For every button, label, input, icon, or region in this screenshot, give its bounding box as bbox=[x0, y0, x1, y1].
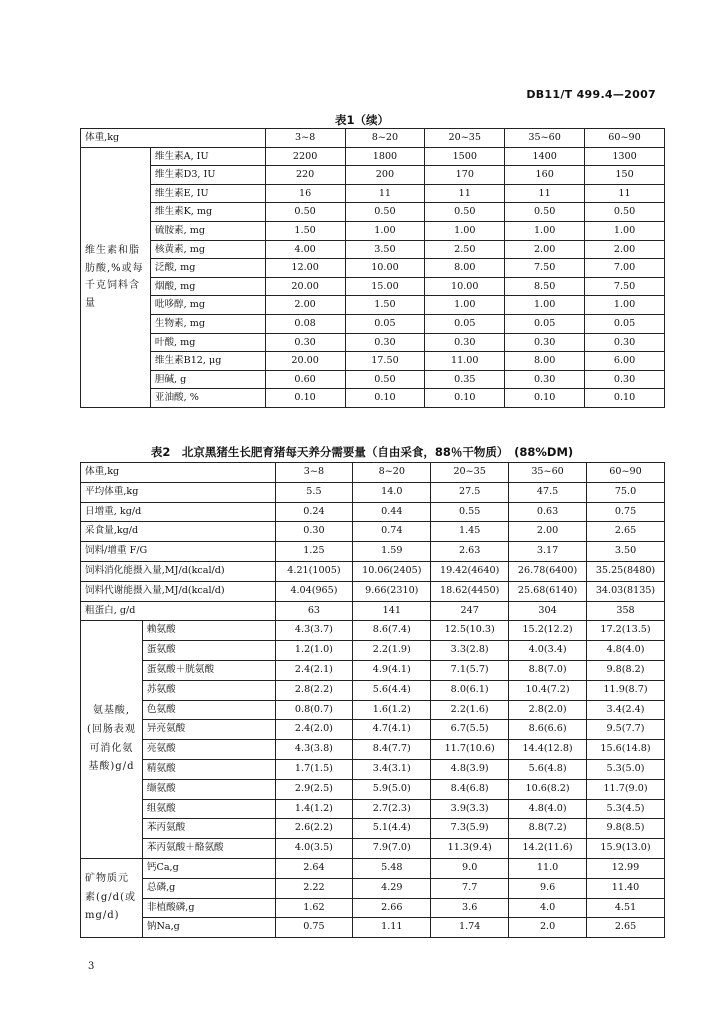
table-cell: 8.4(6.8) bbox=[431, 779, 509, 799]
table-row bbox=[81, 259, 665, 278]
table-cell: 6.00 bbox=[585, 352, 665, 371]
table-cell: 4.3(3.8) bbox=[275, 740, 353, 760]
table-cell: 4.8(3.9) bbox=[431, 759, 509, 779]
row-label: 维生素A, IU bbox=[150, 147, 265, 166]
table-row bbox=[81, 700, 665, 720]
table-cell: 247 bbox=[431, 601, 509, 621]
table-cell: 4.8(4.0) bbox=[587, 641, 665, 661]
table-cell: 3.9(3.3) bbox=[431, 799, 509, 819]
table-row bbox=[81, 482, 665, 502]
row-label: 烟酸, mg bbox=[150, 277, 265, 296]
table-cell: 0.05 bbox=[505, 314, 585, 333]
table-row bbox=[81, 370, 665, 389]
table-cell: 220 bbox=[265, 166, 345, 185]
table-cell: 7.7 bbox=[431, 878, 509, 898]
row-label: 非植酸磷,g bbox=[142, 898, 275, 918]
table-row bbox=[81, 759, 665, 779]
table-cell: 1.4(1.2) bbox=[275, 799, 353, 819]
table-cell: 2.00 bbox=[585, 240, 665, 259]
weight-header: 体重,kg bbox=[81, 129, 266, 148]
column-header: 20~35 bbox=[425, 129, 505, 148]
table2-title: 表2 北京黑猪生长肥育猪每天养分需要量（自由采食，88％干物质） (88%DM) bbox=[150, 445, 574, 459]
table-cell: 2.00 bbox=[509, 522, 587, 542]
table-row bbox=[81, 147, 665, 166]
table-cell: 8.6(7.4) bbox=[353, 621, 431, 641]
table-cell: 0.10 bbox=[585, 389, 665, 408]
table-cell: 3.3(2.8) bbox=[431, 641, 509, 661]
table-cell: 1.62 bbox=[275, 898, 353, 918]
table-cell: 25.68(6140) bbox=[509, 581, 587, 601]
table-cell: 4.8(4.0) bbox=[509, 799, 587, 819]
table-cell: 7.3(5.9) bbox=[431, 819, 509, 839]
table-cell: 9.66(2310) bbox=[353, 581, 431, 601]
row-label: 精氨酸 bbox=[142, 759, 275, 779]
table-cell: 20.00 bbox=[265, 352, 345, 371]
table-cell: 34.03(8135) bbox=[587, 581, 665, 601]
table-cell: 0.35 bbox=[425, 370, 505, 389]
table-row bbox=[81, 277, 665, 296]
table-cell: 1.2(1.0) bbox=[275, 641, 353, 661]
table-cell: 15.2(12.2) bbox=[509, 621, 587, 641]
row-label: 饲料代谢能摄入量,MJ/d(kcal/d) bbox=[81, 581, 276, 601]
table-cell: 1.74 bbox=[431, 918, 509, 938]
table1-title: 表1（续） bbox=[334, 113, 389, 127]
table-row bbox=[81, 240, 665, 259]
table-cell: 4.0(3.5) bbox=[275, 839, 353, 859]
table-cell: 12.99 bbox=[587, 858, 665, 878]
table-cell: 2.7(2.3) bbox=[353, 799, 431, 819]
row-label: 叶酸, mg bbox=[150, 333, 265, 352]
table-row bbox=[81, 522, 665, 542]
row-label: 亮氨酸 bbox=[142, 740, 275, 760]
row-label: 维生素B12, μg bbox=[150, 352, 265, 371]
table-row bbox=[81, 581, 665, 601]
table-row bbox=[81, 720, 665, 740]
table-cell: 11.9(8.7) bbox=[587, 680, 665, 700]
table-cell: 26.78(6400) bbox=[509, 561, 587, 581]
row-label: 采食量,kg/d bbox=[81, 522, 276, 542]
table-cell: 8.6(6.6) bbox=[509, 720, 587, 740]
table-cell: 2.8(2.0) bbox=[509, 700, 587, 720]
row-label: 维生素D3, IU bbox=[150, 166, 265, 185]
table-cell: 3.6 bbox=[431, 898, 509, 918]
table-cell: 0.8(0.7) bbox=[275, 700, 353, 720]
table-cell: 0.63 bbox=[509, 502, 587, 522]
table-cell: 141 bbox=[353, 601, 431, 621]
table-cell: 2.63 bbox=[431, 542, 509, 562]
table-cell: 358 bbox=[587, 601, 665, 621]
table-cell: 4.3(3.7) bbox=[275, 621, 353, 641]
row-label: 钠Na,g bbox=[142, 918, 275, 938]
table-cell: 4.0(3.4) bbox=[509, 641, 587, 661]
table-cell: 2.4(2.0) bbox=[275, 720, 353, 740]
column-header: 35~60 bbox=[509, 463, 587, 483]
table-row bbox=[81, 898, 665, 918]
table-cell: 11 bbox=[505, 184, 585, 203]
table-cell: 3.50 bbox=[587, 542, 665, 562]
table-cell: 8.00 bbox=[505, 352, 585, 371]
table-cell: 4.29 bbox=[353, 878, 431, 898]
table-cell: 304 bbox=[509, 601, 587, 621]
table-cell: 8.0(6.1) bbox=[431, 680, 509, 700]
table-cell: 1500 bbox=[425, 147, 505, 166]
table-cell: 1.00 bbox=[425, 296, 505, 315]
table-cell: 18.62(4450) bbox=[431, 581, 509, 601]
table-cell: 15.00 bbox=[345, 277, 425, 296]
row-label: 日增重, kg/d bbox=[81, 502, 276, 522]
table-cell: 1.50 bbox=[345, 296, 425, 315]
table-cell: 0.30 bbox=[585, 333, 665, 352]
row-label: 苯丙氨酸＋酪氨酸 bbox=[142, 839, 275, 859]
table-cell: 0.30 bbox=[425, 333, 505, 352]
table-row bbox=[81, 779, 665, 799]
column-header: 3~8 bbox=[265, 129, 345, 148]
table-cell: 0.10 bbox=[345, 389, 425, 408]
table-cell: 5.9(5.0) bbox=[353, 779, 431, 799]
table-cell: 20.00 bbox=[265, 277, 345, 296]
table-row bbox=[81, 561, 665, 581]
table-cell: 19.42(4640) bbox=[431, 561, 509, 581]
row-label: 维生素K, mg bbox=[150, 203, 265, 222]
table-cell: 1.00 bbox=[345, 221, 425, 240]
row-label: 平均体重,kg bbox=[81, 482, 276, 502]
table-cell: 1.6(1.2) bbox=[353, 700, 431, 720]
table-cell: 8.8(7.0) bbox=[509, 660, 587, 680]
table-cell: 1.59 bbox=[353, 542, 431, 562]
table-cell: 47.5 bbox=[509, 482, 587, 502]
column-header: 20~35 bbox=[431, 463, 509, 483]
column-header: 8~20 bbox=[353, 463, 431, 483]
table-cell: 1.45 bbox=[431, 522, 509, 542]
table-cell: 7.00 bbox=[585, 259, 665, 278]
table-cell: 12.00 bbox=[265, 259, 345, 278]
table-row bbox=[81, 660, 665, 680]
table-cell: 0.50 bbox=[505, 203, 585, 222]
table-cell: 11.0 bbox=[509, 858, 587, 878]
table-cell: 0.05 bbox=[425, 314, 505, 333]
table-cell: 0.30 bbox=[585, 370, 665, 389]
table-cell: 5.6(4.4) bbox=[353, 680, 431, 700]
table-cell: 1.00 bbox=[585, 296, 665, 315]
table-cell: 200 bbox=[345, 166, 425, 185]
table-cell: 5.3(4.5) bbox=[587, 799, 665, 819]
table-row bbox=[81, 352, 665, 371]
table-cell: 75.0 bbox=[587, 482, 665, 502]
table-cell: 15.9(13.0) bbox=[587, 839, 665, 859]
table-cell: 10.6(8.2) bbox=[509, 779, 587, 799]
table-cell: 160 bbox=[505, 166, 585, 185]
table-row bbox=[81, 878, 665, 898]
table-row bbox=[81, 314, 665, 333]
table-cell: 7.50 bbox=[585, 277, 665, 296]
table-row bbox=[81, 184, 665, 203]
table-cell: 0.05 bbox=[345, 314, 425, 333]
table-cell: 1800 bbox=[345, 147, 425, 166]
table-cell: 10.00 bbox=[425, 277, 505, 296]
table-cell: 9.6 bbox=[509, 878, 587, 898]
row-label: 色氨酸 bbox=[142, 700, 275, 720]
row-label: 泛酸, mg bbox=[150, 259, 265, 278]
table-row bbox=[81, 740, 665, 760]
table-cell: 0.75 bbox=[587, 502, 665, 522]
table-cell: 2.6(2.2) bbox=[275, 819, 353, 839]
table-cell: 10.06(2405) bbox=[353, 561, 431, 581]
row-label: 吡哆醇, mg bbox=[150, 296, 265, 315]
table-cell: 9.8(8.5) bbox=[587, 819, 665, 839]
column-header: 60~90 bbox=[585, 129, 665, 148]
table-cell: 14.0 bbox=[353, 482, 431, 502]
table-cell: 15.6(14.8) bbox=[587, 740, 665, 760]
table-cell: 16 bbox=[265, 184, 345, 203]
table-cell: 0.10 bbox=[505, 389, 585, 408]
document-code: DB11/T 499.4—2007 bbox=[526, 88, 656, 101]
table-row bbox=[81, 680, 665, 700]
table-cell: 0.50 bbox=[265, 203, 345, 222]
table-cell: 1.00 bbox=[585, 221, 665, 240]
row-label: 总磷,g bbox=[142, 878, 275, 898]
table-cell: 14.4(12.8) bbox=[509, 740, 587, 760]
table-cell: 1.25 bbox=[275, 542, 353, 562]
row-label: 核黄素, mg bbox=[150, 240, 265, 259]
table-cell: 5.48 bbox=[353, 858, 431, 878]
table-cell: 10.00 bbox=[345, 259, 425, 278]
table-cell: 17.50 bbox=[345, 352, 425, 371]
column-header: 35~60 bbox=[505, 129, 585, 148]
table-cell: 1.00 bbox=[505, 296, 585, 315]
table-row bbox=[81, 799, 665, 819]
row-label: 蛋氨酸 bbox=[142, 641, 275, 661]
table-cell: 0.55 bbox=[431, 502, 509, 522]
table-cell: 5.1(4.4) bbox=[353, 819, 431, 839]
table-cell: 10.4(7.2) bbox=[509, 680, 587, 700]
table-cell: 9.5(7.7) bbox=[587, 720, 665, 740]
table-cell: 0.30 bbox=[505, 333, 585, 352]
row-label: 饲料/增重 F/G bbox=[81, 542, 276, 562]
table-row bbox=[81, 839, 665, 859]
table-cell: 1.50 bbox=[265, 221, 345, 240]
table-cell: 7.9(7.0) bbox=[353, 839, 431, 859]
table-cell: 0.24 bbox=[275, 502, 353, 522]
table-cell: 1400 bbox=[505, 147, 585, 166]
table-row bbox=[81, 502, 665, 522]
row-label: 苏氨酸 bbox=[142, 680, 275, 700]
table-cell: 11.7(10.6) bbox=[431, 740, 509, 760]
table-cell: 2.64 bbox=[275, 858, 353, 878]
table-cell: 8.00 bbox=[425, 259, 505, 278]
table-cell: 11.40 bbox=[587, 878, 665, 898]
table-cell: 2.4(2.1) bbox=[275, 660, 353, 680]
table-cell: 0.74 bbox=[353, 522, 431, 542]
table-cell: 8.50 bbox=[505, 277, 585, 296]
table-cell: 4.00 bbox=[265, 240, 345, 259]
table-cell: 150 bbox=[585, 166, 665, 185]
row-label: 赖氨酸 bbox=[142, 621, 275, 641]
table-row bbox=[81, 542, 665, 562]
table-cell: 11.00 bbox=[425, 352, 505, 371]
row-label: 生物素, mg bbox=[150, 314, 265, 333]
table-cell: 3.4(3.1) bbox=[353, 759, 431, 779]
table-row bbox=[81, 621, 665, 641]
table-cell: 27.5 bbox=[431, 482, 509, 502]
table-cell: 4.04(965) bbox=[275, 581, 353, 601]
row-label: 异亮氨酸 bbox=[142, 720, 275, 740]
weight-header: 体重,kg bbox=[81, 463, 276, 483]
table-cell: 7.50 bbox=[505, 259, 585, 278]
table-cell: 1.00 bbox=[425, 221, 505, 240]
table-row bbox=[81, 166, 665, 185]
table-cell: 35.25(8480) bbox=[587, 561, 665, 581]
table-cell: 0.50 bbox=[345, 203, 425, 222]
table-cell: 2.66 bbox=[353, 898, 431, 918]
table-cell: 4.51 bbox=[587, 898, 665, 918]
table-cell: 4.0 bbox=[509, 898, 587, 918]
table-row bbox=[81, 641, 665, 661]
table-cell: 11 bbox=[585, 184, 665, 203]
table-cell: 0.30 bbox=[275, 522, 353, 542]
row-label: 蛋氨酸＋胱氨酸 bbox=[142, 660, 275, 680]
table-cell: 0.50 bbox=[585, 203, 665, 222]
table-cell: 8.8(7.2) bbox=[509, 819, 587, 839]
table1-header-row bbox=[81, 129, 665, 148]
row-label: 组氨酸 bbox=[142, 799, 275, 819]
table-cell: 0.30 bbox=[505, 370, 585, 389]
column-header: 3~8 bbox=[275, 463, 353, 483]
table-cell: 4.7(4.1) bbox=[353, 720, 431, 740]
table-cell: 6.7(5.5) bbox=[431, 720, 509, 740]
row-label: 维生素E, IU bbox=[150, 184, 265, 203]
table-row bbox=[81, 203, 665, 222]
table-cell: 2.8(2.2) bbox=[275, 680, 353, 700]
column-header: 60~90 bbox=[587, 463, 665, 483]
table-row bbox=[81, 858, 665, 878]
table-cell: 2.65 bbox=[587, 918, 665, 938]
table-cell: 0.30 bbox=[345, 333, 425, 352]
table-cell: 2.2(1.6) bbox=[431, 700, 509, 720]
table-cell: 14.2(11.6) bbox=[509, 839, 587, 859]
table-cell: 0.50 bbox=[425, 203, 505, 222]
table2-header-row bbox=[81, 463, 665, 483]
table-cell: 2.0 bbox=[509, 918, 587, 938]
table-row bbox=[81, 918, 665, 938]
table-cell: 17.2(13.5) bbox=[587, 621, 665, 641]
table-cell: 2.50 bbox=[425, 240, 505, 259]
table-cell: 5.3(5.0) bbox=[587, 759, 665, 779]
table-cell: 1.11 bbox=[353, 918, 431, 938]
table-cell: 3.4(2.4) bbox=[587, 700, 665, 720]
table-row bbox=[81, 601, 665, 621]
table-cell: 0.08 bbox=[265, 314, 345, 333]
table-cell: 3.50 bbox=[345, 240, 425, 259]
table-cell: 2.00 bbox=[505, 240, 585, 259]
table-cell: 170 bbox=[425, 166, 505, 185]
table-cell: 11 bbox=[425, 184, 505, 203]
table-cell: 2.22 bbox=[275, 878, 353, 898]
table-cell: 0.05 bbox=[585, 314, 665, 333]
row-label: 胆碱, g bbox=[150, 370, 265, 389]
table-cell: 8.4(7.7) bbox=[353, 740, 431, 760]
table-cell: 11 bbox=[345, 184, 425, 203]
row-label: 苯丙氨酸 bbox=[142, 819, 275, 839]
table-row bbox=[81, 333, 665, 352]
table-cell: 2.2(1.9) bbox=[353, 641, 431, 661]
table-cell: 0.10 bbox=[265, 389, 345, 408]
row-label: 亚油酸, % bbox=[150, 389, 265, 408]
page-number: 3 bbox=[88, 961, 95, 972]
amino-acid-group-label: 氨基酸,(回肠表观可消化氨基酸)g/d bbox=[81, 621, 143, 859]
table-row bbox=[81, 221, 665, 240]
mineral-group-label: 矿物质元素(g/d(或mg/d) bbox=[81, 858, 143, 937]
table-cell: 5.5 bbox=[275, 482, 353, 502]
table-cell: 0.60 bbox=[265, 370, 345, 389]
table1 bbox=[80, 128, 665, 408]
table2 bbox=[80, 462, 665, 938]
table-cell: 2200 bbox=[265, 147, 345, 166]
table-cell: 4.21(1005) bbox=[275, 561, 353, 581]
table-cell: 1300 bbox=[585, 147, 665, 166]
row-label: 硫胺素, mg bbox=[150, 221, 265, 240]
table-cell: 0.30 bbox=[265, 333, 345, 352]
table-cell: 0.50 bbox=[345, 370, 425, 389]
table-cell: 1.00 bbox=[505, 221, 585, 240]
table-row bbox=[81, 819, 665, 839]
table-cell: 12.5(10.3) bbox=[431, 621, 509, 641]
table-cell: 11.7(9.0) bbox=[587, 779, 665, 799]
table-cell: 2.00 bbox=[265, 296, 345, 315]
table-cell: 0.44 bbox=[353, 502, 431, 522]
table-row bbox=[81, 296, 665, 315]
table-cell: 3.17 bbox=[509, 542, 587, 562]
group-label: 维生素和脂肪酸,%或每千克饲料含量 bbox=[81, 147, 151, 407]
table-cell: 9.0 bbox=[431, 858, 509, 878]
table-cell: 1.7(1.5) bbox=[275, 759, 353, 779]
table-cell: 7.1(5.7) bbox=[431, 660, 509, 680]
table-cell: 5.6(4.8) bbox=[509, 759, 587, 779]
table-cell: 11.3(9.4) bbox=[431, 839, 509, 859]
table-cell: 2.65 bbox=[587, 522, 665, 542]
row-label: 粗蛋白, g/d bbox=[81, 601, 276, 621]
row-label: 缬氨酸 bbox=[142, 779, 275, 799]
row-label: 饲料消化能摄入量,MJ/d(kcal/d) bbox=[81, 561, 276, 581]
table-cell: 63 bbox=[275, 601, 353, 621]
table-cell: 2.9(2.5) bbox=[275, 779, 353, 799]
table-cell: 9.8(8.2) bbox=[587, 660, 665, 680]
row-label: 钙Ca,g bbox=[142, 858, 275, 878]
table-cell: 0.10 bbox=[425, 389, 505, 408]
table-cell: 0.75 bbox=[275, 918, 353, 938]
table-row bbox=[81, 389, 665, 408]
table-cell: 4.9(4.1) bbox=[353, 660, 431, 680]
column-header: 8~20 bbox=[345, 129, 425, 148]
